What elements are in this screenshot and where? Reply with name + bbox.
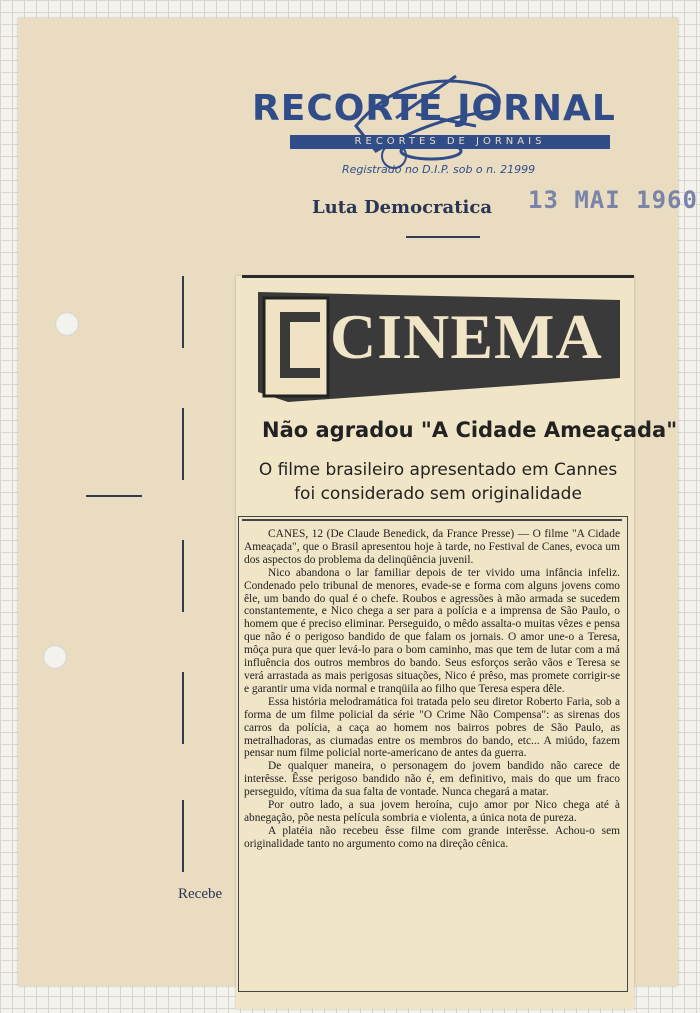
article-paragraph: Essa história melodramática foi tratada pelo seu diretor Roberto Faria, sob a forma de um filme policial da série "O Crime Não Compensa": as sirenas dos carros da polícia, a caça ao homem nos bairros pobres de São Paulo, as metralhadoras, as ciumadas entre os membros do bando, etc... A miúdo, fazem pensar num filme policial norte-americano de antes da guerra. bbox=[244, 695, 620, 760]
punch-hole-top bbox=[55, 312, 79, 336]
clipping-top-rule bbox=[242, 275, 634, 278]
margin-line bbox=[182, 672, 184, 744]
date-stamp: 13 MAI 1960 bbox=[528, 186, 698, 214]
article-paragraph: Nico abandona o lar familiar depois de ter vivido uma infância infeliz. Condenado pelo tribunal de menores, evade-se e forma com alguns jovens como êle, um bando do qual é o chefe. Roubos e agressões à mão armada se sucedem constantemente, e Nico chega a ser para a polícia e a imprensa de São Paulo, o homem que é preciso eliminar. Perseguido, o mêdo assalta-o muitas vêzes e pensa que não é o perigoso bandido de que falam os jornais. O amor une-o a Teresa, môça pura que quer levá-lo para o bom caminho, mas que tem de lutar com a má influência dos outros membros do bando. Seus esforços serão vãos e Teresa se verá arrastada as mais perigosas situações, Nico é prêso, mas promete corrigir-se e garantir uma vida normal e tranqüila ao filho que Teresa espera dêle. bbox=[244, 566, 620, 695]
margin-line bbox=[182, 800, 184, 872]
article-subhead: O filme brasileiro apresentado em Cannes foi considerado sem originalidade bbox=[258, 460, 618, 504]
margin-mark bbox=[86, 495, 142, 497]
margin-line bbox=[182, 276, 184, 348]
section-title: CINEMA bbox=[330, 301, 603, 372]
article-body bbox=[244, 528, 620, 851]
article-paragraph: Por outro lado, a sua jovem heroína, cujo amor por Nico chega até à abnegação, põe nesta película sombria e violenta, a única nota de pureza. bbox=[244, 799, 620, 824]
article-frame-rule bbox=[242, 519, 622, 521]
received-note: Recebe bbox=[178, 886, 223, 902]
article-paragraph: A platéia não recebeu êsse filme com grande interêsse. Achou-o sem originalidade tanto no argumento como na direção cênica. bbox=[244, 824, 620, 850]
brand-subtitle: RECORTES DE JORNAIS bbox=[290, 135, 610, 149]
margin-line bbox=[182, 540, 184, 612]
brand-logo: RECORTE JORNAL bbox=[252, 88, 616, 129]
margin-line bbox=[182, 408, 184, 480]
header-rule bbox=[406, 236, 480, 238]
punch-hole-bottom bbox=[43, 645, 67, 669]
article-paragraph: De qualquer maneira, o personagem do jovem bandido não carece de interêsse. Êsse perigoso bandido não é, em definitivo, mais do que um fraco perseguido, vítima da sua falta de vontade. Nunca chegará a matar. bbox=[244, 760, 620, 799]
registration-note: Registrado no D.I.P. sob o n. 21999 bbox=[342, 163, 536, 176]
article-paragraph: CANES, 12 (De Claude Benedick, da France Presse) — O filme "A Cidade Ameaçada", que o Brasil apresentou hoje à tarde, no Festival de Canes, evoca um dos aspectos do problema da delinqüência juvenil. bbox=[244, 528, 620, 566]
newspaper-name: Luta Democratica bbox=[312, 197, 492, 218]
article-headline: Não agradou "A Cidade Ameaçada" bbox=[262, 418, 678, 442]
